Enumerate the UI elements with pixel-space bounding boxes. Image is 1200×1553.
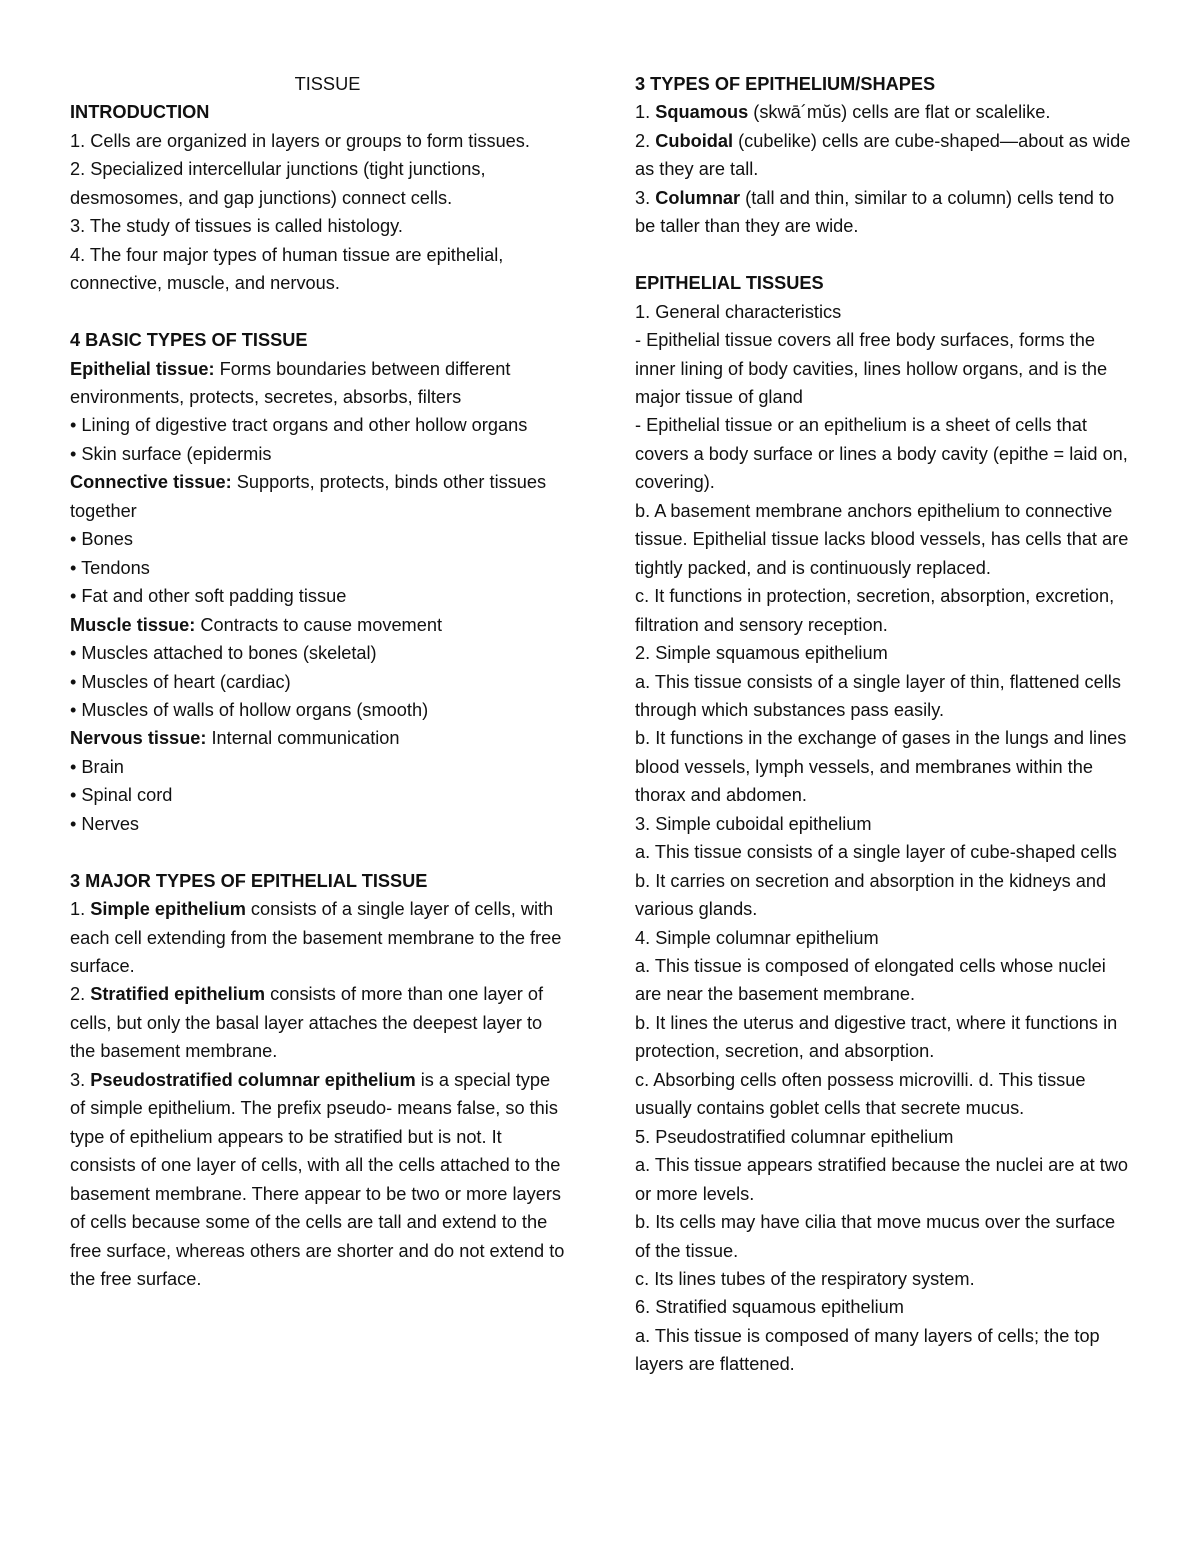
- tissue-desc: Supports, protects, binds other tissues together: [70, 472, 547, 521]
- epithelial-line: a. This tissue is composed of many layers of cells; the top layers are flattened.: [635, 1325, 1100, 1375]
- introduction-heading: INTRODUCTION: [70, 102, 210, 123]
- intro-item: 2. Specialized intercellular junctions (tight junctions, desmosomes, and gap junctions) connect cells.: [70, 159, 486, 208]
- epithelial-line: - Epithelial tissue or an epithelium is a sheet of cells that covers a body surface or lines a body cavity (epithe = laid on, covering).: [635, 415, 1128, 493]
- bullet-item: • Bones: [70, 529, 133, 550]
- item-text: is a special type of simple epithelium. The prefix pseudo- means false, so this type of epithelium appears to be stratified but is not. It consists of one layer of cells, with all the cells attached to the basement membrane. There appear to be two or more layers of cells because some of the cells are tall and extend to the free surface, whereas others are shorter and do not extend to the free surface.: [70, 1069, 565, 1289]
- epithelial-line: a. This tissue consists of a single layer of thin, flattened cells through which substances pass easily.: [635, 671, 1121, 720]
- left-column: [70, 70, 570, 1293]
- shape-item: [635, 127, 1135, 184]
- tissue-label: Epithelial tissue:: [70, 358, 215, 379]
- intro-item: 4. The four major types of human tissue are epithelial, connective, muscle, and nervous.: [70, 244, 504, 294]
- bullet-item: • Lining of digestive tract organs and other hollow organs: [70, 415, 528, 436]
- item-term: Columnar: [655, 187, 741, 208]
- epithelial-line: c. Absorbing cells often possess microvilli. d. This tissue usually contains goblet cells that secrete mucus.: [635, 1069, 1086, 1119]
- bullet-item: • Spinal cord: [70, 785, 173, 806]
- shapes-section: [635, 70, 1135, 241]
- epithelial-line: 1. General characteristics: [635, 301, 842, 322]
- tissue-label: Connective tissue:: [70, 472, 232, 493]
- epithelial-line: a. This tissue consists of a single layer of cube-shaped cells: [635, 842, 1117, 863]
- epithelial-tissues-heading: EPITHELIAL TISSUES: [635, 273, 824, 294]
- bullet-item: • Skin surface (epidermis: [70, 443, 272, 464]
- right-column: [635, 70, 1135, 1379]
- bullet-item: • Muscles of heart (cardiac): [70, 671, 291, 692]
- item-term: Simple epithelium: [90, 899, 246, 920]
- item-term: Cuboidal: [655, 130, 734, 151]
- tissue-group-connective: [70, 468, 570, 525]
- epithelial-tissues-section: [635, 269, 1135, 1379]
- item-number: 2.: [635, 130, 656, 151]
- tissue-group-nervous: [70, 724, 570, 752]
- spacer: [70, 298, 570, 326]
- item-number: 1.: [70, 899, 91, 920]
- bullet-item: • Nerves: [70, 813, 140, 834]
- item-number: 3.: [70, 1069, 91, 1090]
- tissue-label: Nervous tissue:: [70, 728, 207, 749]
- tissue-desc: Forms boundaries between different environments, protects, secretes, absorbs, filters: [70, 358, 511, 407]
- item-text: (skwā´mŭs) cells are flat or scalelike.: [748, 102, 1051, 123]
- tissue-desc: Contracts to cause movement: [195, 614, 442, 635]
- tissue-group-muscle: [70, 611, 570, 639]
- epithelial-line: b. It carries on secretion and absorption in the kidneys and various glands.: [635, 870, 1107, 920]
- major-type-item: [70, 1066, 570, 1294]
- tissue-group-epithelial: [70, 355, 570, 412]
- item-text: (cubelike) cells are cube-shaped—about as wide as they are tall.: [635, 130, 1131, 180]
- item-text: consists of more than one layer of cells, but only the basal layer attaches the deepest layer to the basement membrane.: [70, 984, 544, 1062]
- major-types-section: [70, 867, 570, 1294]
- item-text: consists of a single layer of cells, with each cell extending from the basement membrane to the free surface.: [70, 899, 562, 977]
- epithelial-line: b. A basement membrane anchors epithelium to connective tissue. Epithelial tissue lacks blood vessels, has cells that are tightly packed, and is continuously replaced.: [635, 500, 1129, 578]
- epithelial-line: b. Its cells may have cilia that move mucus over the surface of the tissue.: [635, 1212, 1116, 1261]
- bullet-item: • Tendons: [70, 557, 150, 578]
- bullet-item: • Muscles of walls of hollow organs (smooth): [70, 699, 429, 720]
- basic-types-section: [70, 326, 570, 838]
- shapes-heading: 3 TYPES OF EPITHELIUM/SHAPES: [635, 74, 936, 94]
- epithelial-line: 5. Pseudostratified columnar epithelium: [635, 1126, 954, 1147]
- spacer: [70, 838, 570, 866]
- basic-types-heading: 4 BASIC TYPES OF TISSUE: [70, 330, 308, 351]
- item-number: 2.: [70, 984, 91, 1005]
- item-term: Squamous: [655, 102, 749, 123]
- intro-item: 3. The study of tissues is called histology.: [70, 216, 403, 237]
- epithelial-line: b. It functions in the exchange of gases in the lungs and lines blood vessels, lymph vessels, and membranes within the thorax and abdomen.: [635, 728, 1127, 806]
- epithelial-line: b. It lines the uterus and digestive tract, where it functions in protection, secretion, and absorption.: [635, 1012, 1118, 1062]
- item-term: Pseudostratified columnar epithelium: [90, 1069, 416, 1090]
- tissue-label: Muscle tissue:: [70, 614, 196, 635]
- intro-item: 1. Cells are organized in layers or groups to form tissues.: [70, 130, 530, 151]
- epithelial-line: 3. Simple cuboidal epithelium: [635, 813, 872, 834]
- introduction-section: [70, 98, 570, 297]
- major-type-item: [70, 980, 570, 1065]
- epithelial-line: 2. Simple squamous epithelium: [635, 643, 888, 664]
- bullet-item: • Muscles attached to bones (skeletal): [70, 643, 377, 664]
- item-text: (tall and thin, similar to a column) cells tend to be taller than they are wide.: [635, 187, 1115, 237]
- epithelial-line: 4. Simple columnar epithelium: [635, 927, 879, 948]
- epithelial-line: a. This tissue is composed of elongated cells whose nuclei are near the basement membrane.: [635, 956, 1106, 1005]
- document-title: TISSUE: [294, 74, 361, 94]
- item-term: Stratified epithelium: [90, 984, 266, 1005]
- bullet-item: • Brain: [70, 756, 124, 777]
- bullet-item: • Fat and other soft padding tissue: [70, 586, 347, 607]
- item-number: 1.: [635, 102, 656, 123]
- epithelial-line: c. It functions in protection, secretion, absorption, excretion, filtration and sensory reception.: [635, 586, 1115, 635]
- epithelial-line: a. This tissue appears stratified because the nuclei are at two or more levels.: [635, 1155, 1129, 1204]
- shape-item: [635, 184, 1135, 241]
- major-type-item: [70, 895, 570, 980]
- major-types-heading: 3 MAJOR TYPES OF EPITHELIAL TISSUE: [70, 870, 428, 891]
- shape-item: [635, 98, 1135, 126]
- spacer: [635, 241, 1135, 269]
- item-number: 3.: [635, 187, 656, 208]
- epithelial-line: c. Its lines tubes of the respiratory system.: [635, 1269, 975, 1290]
- epithelial-line: 6. Stratified squamous epithelium: [635, 1297, 904, 1318]
- tissue-desc: Internal communication: [206, 728, 400, 749]
- epithelial-line: - Epithelial tissue covers all free body surfaces, forms the inner lining of body cavities, lines hollow organs, and is the major tissue of gland: [635, 330, 1108, 407]
